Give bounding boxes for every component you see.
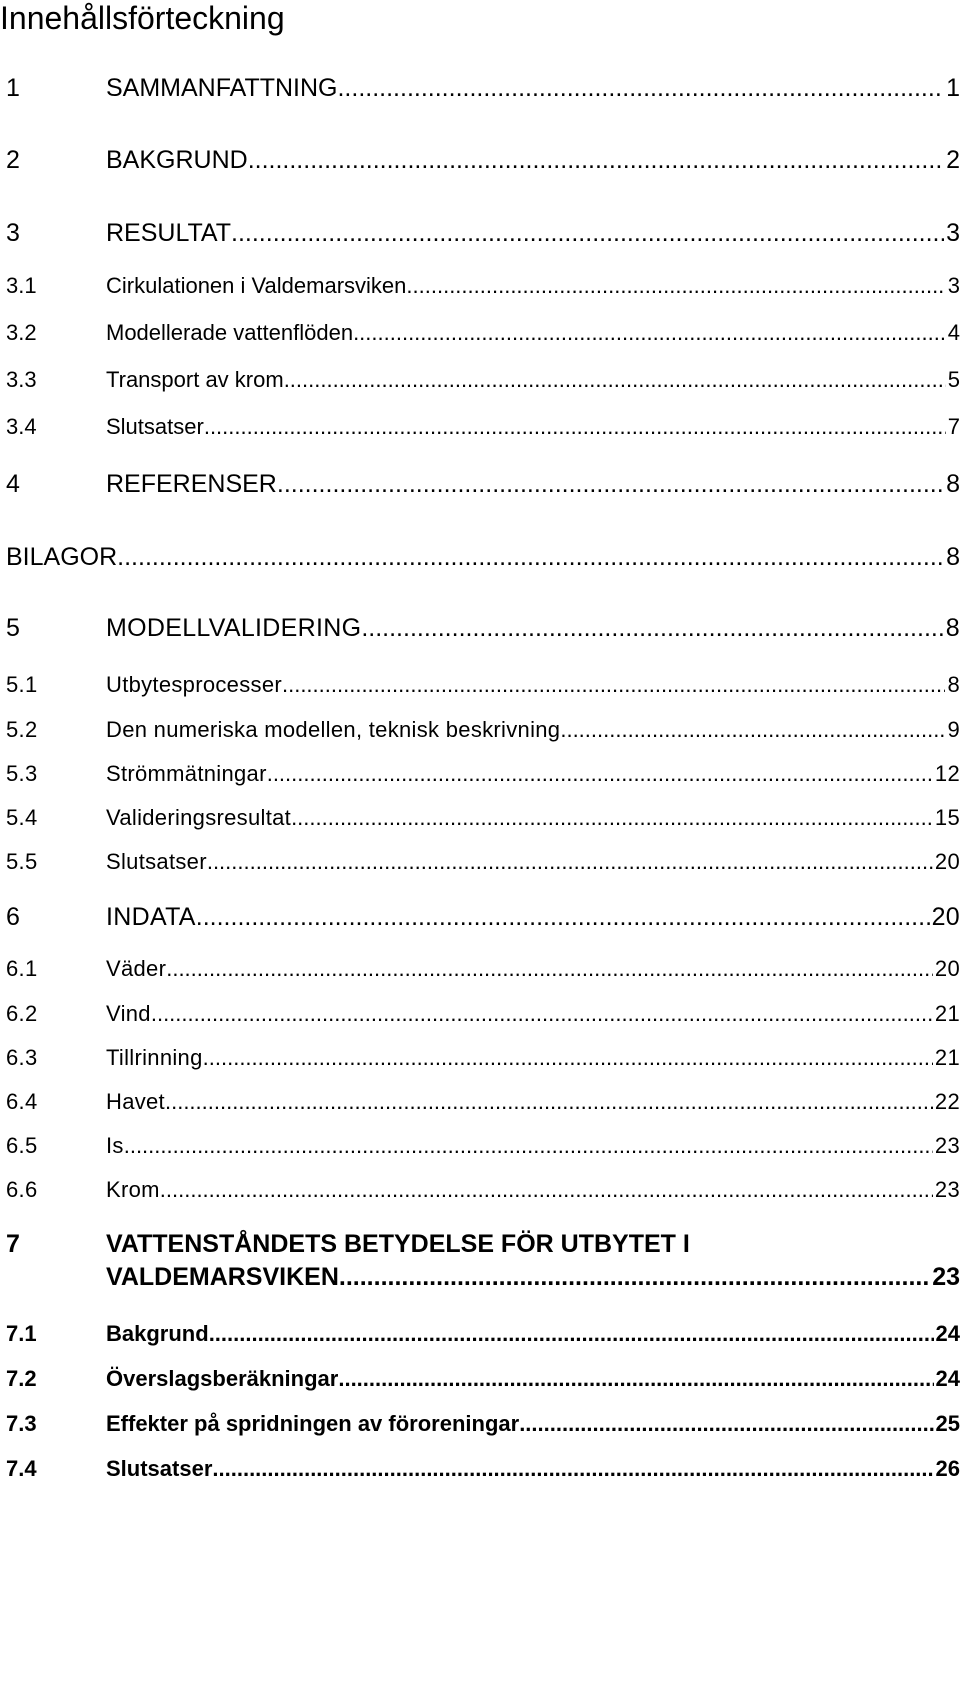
- toc-page-number: 26: [935, 1456, 960, 1481]
- toc-label: Väder: [106, 956, 167, 981]
- toc-label: Modellerade vattenflöden: [106, 320, 354, 345]
- toc-number: 3.3: [6, 367, 37, 392]
- toc-number: 6.5: [6, 1133, 38, 1158]
- toc-page-number: 24: [935, 1366, 960, 1391]
- toc-entry-7-1[interactable]: [6, 1321, 960, 1347]
- toc-number: 6.4: [6, 1089, 38, 1114]
- toc-label: Bakgrund: [106, 1321, 209, 1346]
- toc-label: BILAGOR: [6, 543, 118, 571]
- toc-label: Transport av krom: [106, 367, 284, 392]
- toc-page-number: 23: [934, 1133, 960, 1158]
- toc-entry-2[interactable]: [6, 145, 960, 175]
- toc-leader-dots: [160, 1177, 933, 1203]
- toc-number: 7.4: [6, 1456, 37, 1481]
- toc-label: SAMMANFATTNING: [106, 74, 338, 102]
- toc-entry-7-3[interactable]: [6, 1411, 960, 1437]
- toc-label: MODELLVALIDERING: [106, 614, 362, 642]
- toc-number: 1: [6, 74, 20, 102]
- toc-page-number: 20: [934, 849, 960, 874]
- toc-leader-dots: [519, 1411, 933, 1437]
- toc-entry-5[interactable]: [6, 613, 960, 643]
- toc-number: 6: [6, 903, 21, 931]
- toc-label: Is: [106, 1133, 124, 1158]
- toc-leader-dots: [231, 218, 944, 248]
- toc-number: 7.3: [6, 1411, 37, 1436]
- toc-label: Slutsatser: [106, 414, 204, 439]
- toc-entry-3-1[interactable]: [6, 273, 960, 299]
- toc-leader-dots: [203, 1045, 933, 1071]
- toc-leader-dots: [282, 672, 945, 698]
- toc-entry-6-5[interactable]: [6, 1133, 960, 1159]
- toc-number: 7.2: [6, 1366, 37, 1391]
- toc-entry-3-4[interactable]: [6, 414, 960, 440]
- toc-number: 3.1: [6, 273, 37, 298]
- toc-page-number: 3: [946, 219, 960, 247]
- toc-page-number: 23: [932, 1263, 960, 1291]
- toc-page-number: 3: [947, 273, 960, 298]
- toc-leader-dots: [209, 1321, 934, 1347]
- toc-page-number: 8: [946, 470, 960, 498]
- toc-number: 7: [6, 1230, 20, 1258]
- toc-entry-3-3[interactable]: [6, 367, 960, 393]
- toc-entry-7[interactable]: [6, 1229, 960, 1259]
- toc-leader-dots: [353, 320, 946, 346]
- toc-number: 2: [6, 146, 20, 174]
- toc-entry-7-continued[interactable]: [106, 1262, 960, 1292]
- toc-entry-6-1[interactable]: [6, 956, 960, 982]
- toc-page-number: 8: [946, 543, 960, 571]
- toc-entry-3[interactable]: [6, 218, 960, 248]
- toc-label-continued: VALDEMARSVIKEN: [106, 1263, 339, 1291]
- toc-leader-dots: [277, 469, 944, 499]
- toc-page-number: 8: [945, 614, 960, 642]
- toc-entry-6-6[interactable]: [6, 1177, 960, 1203]
- toc-leader-dots: [196, 902, 930, 932]
- toc-entry-1[interactable]: [6, 73, 960, 103]
- toc-page-number: 21: [934, 1045, 960, 1070]
- toc-label: Valideringsresultat: [106, 805, 292, 830]
- toc-leader-dots: [560, 717, 945, 743]
- toc-entry-6-4[interactable]: [6, 1089, 960, 1115]
- toc-entry-5-3[interactable]: [6, 761, 960, 787]
- toc-page-number: 2: [946, 146, 960, 174]
- toc-label: REFERENSER: [106, 470, 277, 498]
- toc-number: 3: [6, 219, 20, 247]
- toc-page-number: 22: [934, 1089, 960, 1114]
- toc-page-number: 25: [935, 1411, 960, 1436]
- toc-leader-dots: [291, 805, 933, 831]
- page-title: Innehållsförteckning: [0, 0, 285, 36]
- toc-entry-6[interactable]: [6, 902, 960, 932]
- toc-number: 5: [6, 614, 21, 642]
- toc-leader-dots: [207, 849, 933, 875]
- toc-label: Strömmätningar: [106, 761, 267, 786]
- toc-leader-dots: [406, 273, 945, 299]
- toc-number: 4: [6, 470, 20, 498]
- toc-entry-5-4[interactable]: [6, 805, 960, 831]
- toc-entry-7-2[interactable]: [6, 1366, 960, 1392]
- toc-page-number: 4: [947, 320, 960, 345]
- toc-number: 3.4: [6, 414, 37, 439]
- toc-number: 5.1: [6, 672, 38, 697]
- toc-page-number: 20: [931, 903, 960, 931]
- toc-number: 5.5: [6, 849, 38, 874]
- toc-leader-dots: [361, 613, 943, 643]
- toc-leader-dots: [337, 73, 944, 103]
- toc-label: Överslagsberäkningar: [106, 1366, 339, 1391]
- toc-number: 5.3: [6, 761, 38, 786]
- toc-leader-dots: [124, 1133, 933, 1159]
- toc-leader-dots: [165, 1089, 933, 1115]
- toc-number: 5.2: [6, 717, 38, 742]
- toc-number: 6.3: [6, 1045, 38, 1070]
- toc-number: 7.1: [6, 1321, 37, 1346]
- toc-label: Den numeriska modellen, teknisk beskrivning: [106, 717, 561, 742]
- toc-number: 6.1: [6, 956, 38, 981]
- toc-page-number: 21: [934, 1001, 960, 1026]
- toc-leader-dots: [166, 956, 933, 982]
- toc-leader-dots: [339, 1262, 930, 1292]
- toc-entry-6-2[interactable]: [6, 1001, 960, 1027]
- toc-leader-dots: [284, 367, 946, 393]
- toc-label: RESULTAT: [106, 219, 232, 247]
- toc-number: 3.2: [6, 320, 37, 345]
- toc-leader-dots: [151, 1001, 933, 1027]
- toc-label: VATTENSTÅNDETS BETYDELSE FÖR UTBYTET I: [106, 1230, 690, 1258]
- toc-leader-dots: [267, 761, 933, 787]
- toc-page-number: 7: [947, 414, 960, 439]
- toc-label: Krom: [106, 1177, 160, 1202]
- toc-leader-dots: [117, 542, 944, 572]
- toc-entry-5-2[interactable]: [6, 717, 960, 743]
- toc-number: 6.6: [6, 1177, 38, 1202]
- toc-label: Effekter på spridningen av föroreningar: [106, 1411, 520, 1436]
- toc-number: 6.2: [6, 1001, 38, 1026]
- toc-label: Havet: [106, 1089, 165, 1114]
- toc-label: INDATA: [106, 903, 196, 931]
- toc-label: Cirkulationen i Valdemarsviken: [106, 273, 407, 298]
- toc-page-number: 23: [934, 1177, 960, 1202]
- toc-page-number: 15: [934, 805, 960, 830]
- toc-entry-5-5[interactable]: [6, 849, 960, 875]
- toc-leader-dots: [204, 414, 946, 440]
- toc-page-number: 20: [934, 956, 960, 981]
- toc-label: Slutsatser: [106, 1456, 213, 1481]
- toc-label: Utbytesprocesser: [106, 672, 282, 697]
- toc-number: 5.4: [6, 805, 38, 830]
- toc-page-number: 8: [947, 672, 960, 697]
- toc-entry-6-3[interactable]: [6, 1045, 960, 1071]
- toc-leader-dots: [212, 1456, 933, 1482]
- toc-entry-3-2[interactable]: [6, 320, 960, 346]
- toc-entry-bilagor[interactable]: [6, 542, 960, 572]
- toc-label: Slutsatser: [106, 849, 207, 874]
- toc-entry-7-4[interactable]: [6, 1456, 960, 1482]
- toc-entry-5-1[interactable]: [6, 672, 960, 698]
- toc-label: Vind: [106, 1001, 151, 1026]
- toc-leader-dots: [338, 1366, 933, 1392]
- toc-page-number: 24: [935, 1321, 960, 1346]
- toc-entry-4[interactable]: [6, 469, 960, 499]
- toc-page-number: 12: [934, 761, 960, 786]
- toc-label: Tillrinning: [106, 1045, 203, 1070]
- toc-page-number: 1: [946, 74, 960, 102]
- toc-leader-dots: [248, 145, 944, 175]
- toc-label: BAKGRUND: [106, 146, 248, 174]
- toc-page-number: 5: [947, 367, 960, 392]
- toc-page-number: 9: [947, 717, 960, 742]
